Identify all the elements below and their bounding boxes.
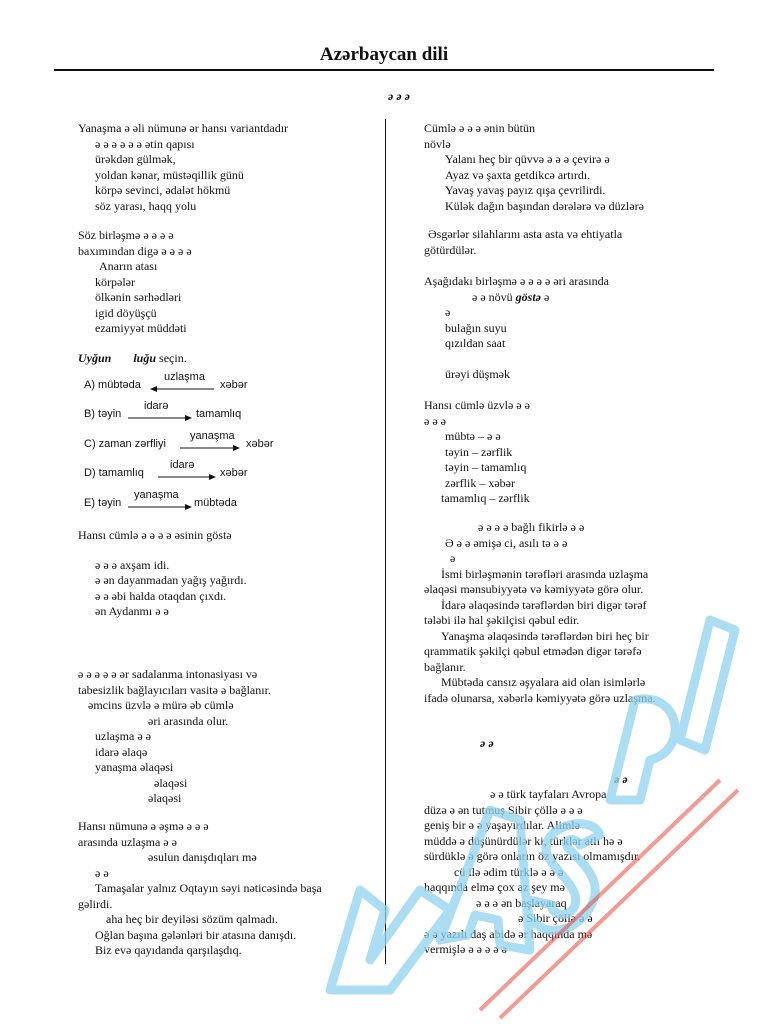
question-text-bold: göstə bbox=[512, 289, 541, 304]
relation-label: yanaşma bbox=[190, 429, 235, 442]
answer-option: gəlirdi. bbox=[78, 896, 113, 911]
relation-row bbox=[78, 396, 378, 426]
answer-option: yoldan kənar, müstəqillik günü bbox=[95, 167, 244, 182]
answer-option: ən Aydanmı ə ə bbox=[95, 604, 169, 618]
arrow-right-icon bbox=[180, 443, 240, 453]
answer-option: Külək dağın başından dərələrə və düzlərə bbox=[445, 198, 644, 213]
text-heading: ə ə bbox=[480, 736, 494, 750]
answer-option: İdarə əlaqəsində tərəflərdən biri digər tərəf bbox=[441, 597, 647, 612]
answer-option: Tamaşalar yalnız Oqtayın səyi nəticəsində başa bbox=[95, 881, 322, 895]
text-line: vermişlə ə ə ə ə ə bbox=[424, 942, 507, 956]
question-4 bbox=[78, 528, 378, 620]
answer-option: əlaqəsi mənsubiyyətə və kəmiyyətə görə olur. bbox=[424, 582, 644, 596]
question-title-rest: seçin. bbox=[156, 351, 187, 365]
answer-option: Yalanı heç bir qüvvə ə ə ə çevirə ə bbox=[445, 152, 610, 166]
question-title-bold: luğu bbox=[133, 351, 157, 365]
relation-right-term: tamamlıq bbox=[196, 408, 242, 420]
answer-option: ə ə əbi halda otaqdan çıxdı. bbox=[95, 588, 227, 603]
answer-option: tələbi ilə hal şəkilçisi qəbul edir. bbox=[424, 613, 580, 627]
question-text: Aşağıdakı birləşmə ə ə ə ə əri arasında bbox=[424, 274, 609, 288]
question-10 bbox=[424, 520, 716, 706]
arrow-left-icon bbox=[150, 384, 216, 394]
answer-option bbox=[424, 352, 716, 367]
relation-right-term: xəbər bbox=[246, 437, 274, 450]
answer-option: yanaşma əlaqəsi bbox=[95, 760, 174, 774]
text-line: ə Sibir çöllə ə ə bbox=[518, 911, 593, 925]
relation-label: idarə bbox=[144, 400, 169, 412]
question-text bbox=[424, 290, 716, 306]
column-divider bbox=[385, 119, 386, 964]
question-text: Hansı cümlə ə ə ə ə əsinin göstə bbox=[78, 528, 232, 542]
reading-text bbox=[424, 736, 716, 958]
question-text: Söz birləşmə ə ə ə ə bbox=[78, 228, 174, 242]
answer-option: zərflik – xəbər bbox=[445, 475, 515, 490]
text-line: ə ə türk tayfaları Avropa bbox=[490, 787, 607, 801]
answer-option: ə ə ə axşam idi. bbox=[95, 557, 170, 572]
answer-option: Əsgərlər silahlarını asta asta və ehtiyatla bbox=[428, 227, 623, 241]
question-text: Ə ə ə əmişə ci, asılı tə ə ə bbox=[445, 535, 568, 550]
answer-option: qızıldan saat bbox=[445, 336, 506, 350]
question-text: ə ə ə ə bağlı fikirlə ə ə bbox=[478, 520, 585, 534]
question-text: Hansı nümunə ə əşmə ə ə ə bbox=[78, 819, 209, 833]
answer-option: Yanaşma əlaqəsində tərəflərdən biri heç bir bbox=[441, 628, 649, 643]
question-text: əsulun danışdıqları mə bbox=[148, 850, 257, 864]
answer-option: mübtə – ə ə bbox=[445, 429, 501, 443]
question-text: növlə bbox=[424, 136, 451, 151]
relation-row bbox=[78, 485, 378, 515]
text-line: ə ə yazılı daş abidə ər haqqında mə bbox=[424, 926, 593, 941]
arrow-right-icon bbox=[158, 472, 216, 482]
text-line: düzə ə ən tutmuş Sibir çöllə ə ə ə bbox=[424, 802, 583, 817]
relation-left-term: D) tamamlıq bbox=[84, 467, 144, 479]
question-1 bbox=[78, 121, 378, 214]
arrow-right-icon bbox=[128, 413, 192, 423]
answer-option: ürəkdən gülmək, bbox=[95, 152, 176, 166]
answer-option: Yavaş yavaş payız qışa çevrilirdi. bbox=[445, 183, 606, 197]
section-subheading: ə ə ə bbox=[388, 89, 410, 103]
answer-option: qrammatik şəkilçi qəbul etmədən digər tərəfə bbox=[424, 644, 642, 658]
text-line: sürdüklə ə görə onların öz yazısı olmamışdır. bbox=[424, 849, 641, 863]
question-text: ə bbox=[445, 305, 451, 319]
answer-option: İsmi birləşmənin tərəfləri arasında uzlaşma bbox=[441, 566, 649, 581]
relation-label: idarə bbox=[170, 459, 195, 471]
answer-option: idarə əlaqə bbox=[95, 744, 148, 759]
question-text: baxımından digə ə ə ə ə bbox=[78, 243, 192, 258]
answer-option: aha heç bir deyiləsi sözüm qalmadı. bbox=[106, 912, 278, 926]
answer-option: bulağın suyu bbox=[445, 320, 507, 335]
relation-row bbox=[78, 455, 378, 485]
question-text-part: ə bbox=[541, 289, 550, 304]
arrow-right-icon bbox=[128, 502, 192, 512]
page-title: Azərbaycan dili bbox=[319, 44, 449, 65]
answer-option: igid döyüşçü bbox=[95, 305, 157, 320]
text-line: ə ə ə ən başlayaraq bbox=[476, 895, 567, 910]
question-9 bbox=[424, 398, 716, 507]
title-rule bbox=[54, 69, 714, 71]
relation-right-term: xəbər bbox=[220, 467, 248, 479]
answer-option: Mübtəda cansız əşyalara aid olan isimlərlə bbox=[441, 675, 646, 689]
question-3 bbox=[78, 351, 378, 514]
text-line: cü ilə ədim türklə ə ə ə bbox=[454, 864, 564, 879]
answer-option: ölkənin sərhədləri bbox=[95, 290, 182, 304]
question-8 bbox=[424, 274, 716, 382]
question-text: Cümlə ə ə ə ənin bütün bbox=[424, 121, 535, 135]
question-text: Yanaşma ə əli nümunə ər hansı variantdadır bbox=[78, 121, 289, 135]
relation-label: yanaşma bbox=[134, 488, 179, 501]
answer-option: əlaqəsi bbox=[148, 791, 182, 805]
question-text: ə ə ə ə ə ə ətin qapısı bbox=[95, 136, 195, 151]
relation-row bbox=[78, 426, 378, 456]
answer-option: Ayaz və şaxta getdikcə artırdı. bbox=[445, 167, 591, 182]
relation-left-term: C) zaman zərfliyi bbox=[84, 437, 166, 450]
answer-option: ifadə olunarsa, xəbərlə kəmiyyətə görə uzlaşma. bbox=[424, 690, 656, 705]
question-text bbox=[78, 351, 378, 367]
question-text: Hansı cümlə üzvlə ə ə bbox=[424, 398, 530, 412]
answer-option: əlaqəsi bbox=[154, 775, 188, 790]
text-line: müddə ə düşünürdülər ki, türklər atlı hə ə bbox=[424, 833, 623, 848]
answer-option: uzlaşma ə ə bbox=[95, 729, 151, 743]
answer-option: tamamlıq – zərflik bbox=[441, 491, 530, 505]
answer-option: təyin – zərflik bbox=[445, 444, 513, 459]
relation-right-term: mübtəda bbox=[194, 496, 237, 509]
answer-option: ə ən dayanmadan yağış yağırdı. bbox=[95, 573, 247, 587]
relation-row bbox=[78, 367, 378, 397]
answer-option: körpə sevinci, ədalət hökmü bbox=[95, 183, 231, 197]
answer-option: təyin – tamamlıq bbox=[445, 460, 527, 474]
answer-option: Oğlan başına gələnləri bir atasına danışdı. bbox=[95, 927, 297, 942]
answer-option: söz yarası, haqq yolu bbox=[95, 198, 197, 213]
question-text: ə ə ə bbox=[424, 413, 446, 428]
relation-left-term: B) təyin bbox=[84, 408, 122, 420]
text-line: geniş bir ə ə yaşayırdılar. Alimlə bbox=[424, 818, 580, 832]
question-2 bbox=[78, 228, 378, 337]
relation-left-term: A) mübtəda bbox=[84, 378, 141, 391]
question-text: əri arasında olur. bbox=[148, 713, 229, 728]
answer-option: götürdülər. bbox=[424, 242, 477, 257]
question-text: arasında uzlaşma ə ə bbox=[78, 834, 177, 849]
question-5 bbox=[78, 667, 378, 807]
question-title-bold: Uyğun bbox=[78, 351, 112, 365]
question-6 bbox=[78, 819, 378, 959]
answer-option: ürəyi düşmək bbox=[445, 366, 510, 381]
question-text: ə ə bbox=[95, 865, 109, 880]
answer-option: Anarın atası bbox=[99, 259, 158, 273]
answer-option: körpələr bbox=[95, 274, 135, 289]
relation-label: uzlaşma bbox=[164, 370, 205, 383]
question-7 bbox=[424, 121, 716, 258]
answer-option: bağlanır. bbox=[424, 659, 466, 674]
question-text: əmcins üzvlə ə mürə əb cümlə bbox=[88, 698, 234, 712]
question-text: ə ə ə ə ə ər sadalanma intonasiyası və bbox=[78, 667, 258, 681]
text-heading: ə ə bbox=[614, 771, 628, 786]
relation-right-term: xəbər bbox=[220, 378, 248, 391]
question-text: tabesizlik bağlayıcıları vasitə ə bağlanır. bbox=[78, 682, 271, 697]
answer-option: Biz evə qayıdanda qarşılaşdıq. bbox=[95, 943, 242, 957]
relation-left-term: E) təyin bbox=[84, 496, 122, 509]
answer-option: ezamiyyət müddəti bbox=[95, 321, 187, 335]
text-line: haqqında elmə çox az şey mə bbox=[424, 880, 565, 894]
question-text: ə bbox=[450, 551, 456, 565]
question-text-part: ə ə növü bbox=[472, 289, 513, 304]
